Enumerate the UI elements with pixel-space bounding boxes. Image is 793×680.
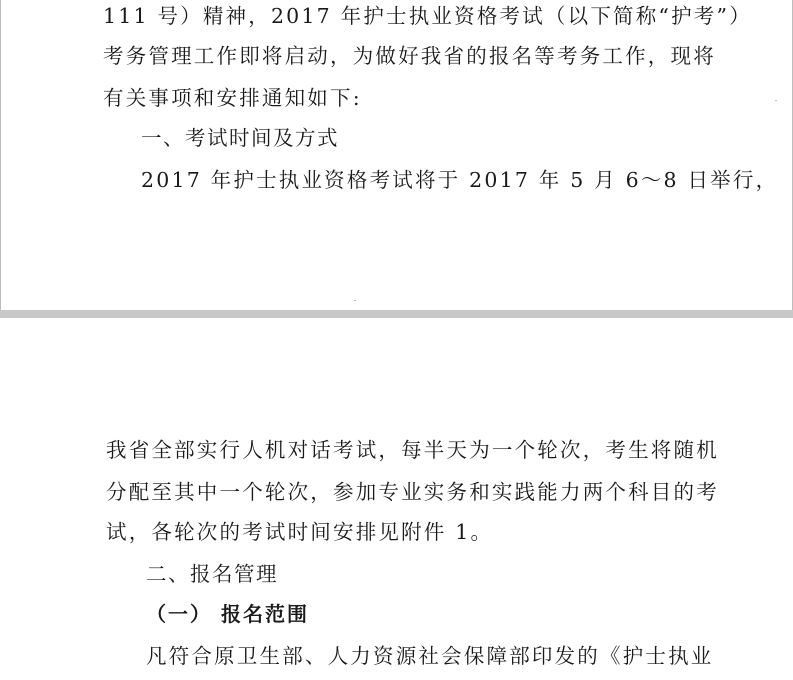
paragraph-line: 考务管理工作即将启动，为做好我省的报名等考务工作，现将 bbox=[103, 44, 716, 68]
section-heading-exam-time: 一、考试时间及方式 bbox=[141, 126, 339, 150]
page-speck bbox=[775, 100, 777, 101]
paragraph-line: 有关事项和安排通知如下: bbox=[103, 86, 362, 110]
page-speck bbox=[354, 300, 356, 301]
paragraph-line: 分配至其中一个轮次，参加专业实务和实践能力两个科目的考 bbox=[106, 480, 719, 504]
paragraph-line: 试，各轮次的考试时间安排见附件 1。 bbox=[106, 520, 494, 544]
paragraph-line: 111 号）精神，2017 年护士执业资格考试（以下简称“护考”） bbox=[103, 4, 752, 28]
subsection-heading-scope: （一） 报名范围 bbox=[146, 602, 309, 626]
section-heading-registration: 二、报名管理 bbox=[146, 562, 278, 586]
document-page-2 bbox=[0, 318, 793, 680]
paragraph-line: 我省全部实行人机对话考试，每半天为一个轮次，考生将随机 bbox=[106, 438, 719, 462]
paragraph-line: 凡符合原卫生部、人力资源社会保障部印发的《护士执业 bbox=[146, 644, 714, 668]
paragraph-line: 2017 年护士执业资格考试将于 2017 年 5 月 6～8 日举行， bbox=[141, 168, 779, 192]
document-page-1 bbox=[0, 0, 793, 310]
